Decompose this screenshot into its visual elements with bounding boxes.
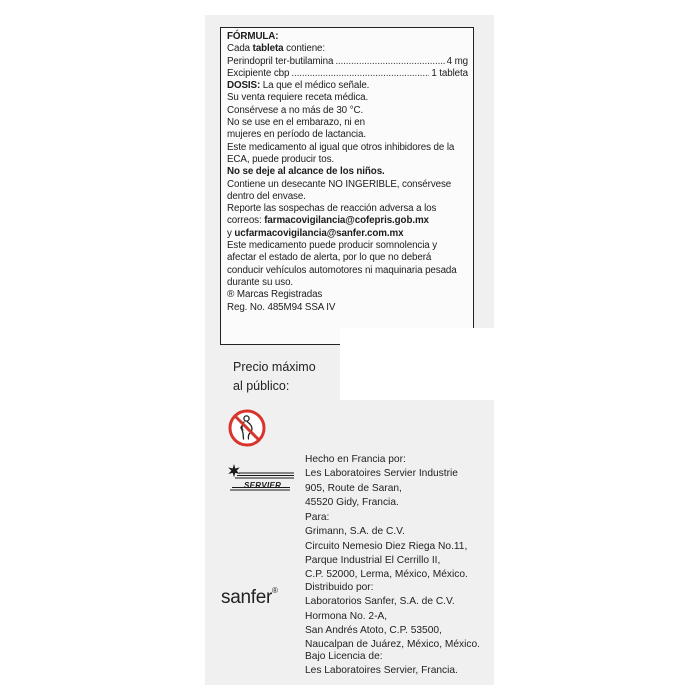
reporte-line-1: Reporte las sospechas de reacción adversa a los bbox=[227, 203, 437, 215]
distribuido-line-4: San Andrés Atoto, C.P. 53500, bbox=[305, 624, 442, 636]
marcas-text: Marcas Registradas bbox=[234, 289, 323, 301]
made-in-line-4: 45520 Gidy, Francia. bbox=[305, 496, 399, 508]
reporte-prefix: y bbox=[227, 227, 235, 239]
price-line-1: Precio máximo bbox=[233, 360, 316, 374]
embarazo-line-1: No se use en el embarazo, ni en bbox=[227, 117, 365, 129]
marcas-line bbox=[227, 289, 468, 301]
somnolencia-line-1: Este medicamento puede producir somnolencia y bbox=[227, 240, 438, 252]
sanfer-wordmark: sanfer bbox=[221, 587, 273, 608]
para-line-1: Para: bbox=[305, 512, 330, 523]
distribuido-line-2: Laboratorios Sanfer, S.A. de C.V. bbox=[305, 596, 455, 608]
eca-line-2: ECA, puede producir tos. bbox=[227, 153, 335, 165]
eca-line-1: Este medicamento al igual que otros inhibidores de la bbox=[227, 141, 455, 153]
dosis-line bbox=[227, 80, 468, 92]
made-in-line-1: Hecho en Francia por: bbox=[305, 454, 406, 465]
distribuido-line-1: Distribuido por: bbox=[305, 582, 374, 593]
somnolencia-line-3: conducir vehículos automotores ni maquinaria pesada bbox=[227, 264, 457, 276]
ingredient-name: Excipiente cbp bbox=[227, 67, 290, 79]
dosis-label: DOSIS: bbox=[227, 80, 261, 92]
dot-leader bbox=[291, 68, 429, 80]
ingredient-row-1 bbox=[227, 56, 468, 68]
registered-symbol: ® bbox=[227, 289, 235, 301]
cada-prefix: Cada bbox=[227, 43, 253, 55]
distribuido-block bbox=[305, 581, 495, 652]
made-in-line-2: Les Laboratoires Servier Industrie bbox=[305, 468, 458, 480]
licencia-block bbox=[305, 650, 495, 679]
price-line-2: al público: bbox=[233, 378, 290, 393]
ingredient-amount: 4 mg bbox=[446, 55, 468, 67]
para-line-2: Grimann, S.A. de C.V. bbox=[305, 526, 405, 538]
dosis-text: La que el médico señale. bbox=[260, 80, 370, 92]
para-block bbox=[305, 511, 495, 582]
distribuido-line-3: Hormona No. 2-A, bbox=[305, 610, 388, 622]
reporte-prefix: correos: bbox=[227, 215, 265, 227]
embarazo-line-2: mujeres en período de lactancia. bbox=[227, 129, 366, 141]
cofepris-email: farmacovigilancia@cofepris.gob.mx bbox=[264, 215, 429, 227]
formula-title: FÓRMULA: bbox=[227, 31, 279, 42]
ingredient-name: Perindopril ter-butilamina bbox=[227, 55, 334, 67]
ingredient-amount: 1 tableta bbox=[431, 67, 468, 79]
registro-line: Reg. No. 485M94 SSA IV bbox=[227, 301, 336, 313]
conservese-line: Consérvese a no más de 30 °C. bbox=[227, 104, 364, 116]
para-line-3: Circuito Nemesio Diez Riega No.11, bbox=[305, 540, 468, 552]
dot-leader bbox=[335, 56, 444, 68]
distribuido-line-5: Naucalpan de Juárez, México, México. bbox=[305, 639, 480, 651]
ingredient-row-2 bbox=[227, 68, 468, 80]
price-sticker bbox=[340, 328, 494, 400]
somnolencia-line-2: afectar el estado de alerta, por lo que no deberá bbox=[227, 252, 432, 264]
cada-suffix: contiene: bbox=[283, 43, 326, 55]
para-line-5: C.P. 52000, Lerma, México, México. bbox=[305, 569, 468, 581]
ninos-warning: No se deje al alcance de los niños. bbox=[227, 166, 385, 178]
made-in-block bbox=[305, 453, 495, 510]
desecante-line-1: Contiene un desecante NO INGERIBLE, consérvese bbox=[227, 178, 452, 190]
price-label bbox=[233, 358, 363, 395]
desecante-line-2: dentro del envase. bbox=[227, 190, 306, 202]
servier-brand: SERVIER bbox=[244, 481, 282, 490]
no-pregnancy-icon bbox=[227, 408, 267, 448]
para-line-4: Parque Industrial El Cerrillo II, bbox=[305, 554, 441, 566]
somnolencia-line-4: durante su uso. bbox=[227, 276, 294, 288]
cada-bold: tableta bbox=[252, 43, 284, 55]
licencia-line-1: Bajo Licencia de: bbox=[305, 651, 383, 662]
sanfer-email: ucfarmacovigilancia@sanfer.com.mx bbox=[234, 227, 404, 239]
reporte-line-2 bbox=[227, 215, 468, 227]
made-in-line-3: 905, Route de Saran, bbox=[305, 482, 402, 494]
cada-line bbox=[227, 43, 468, 55]
reporte-line-3 bbox=[227, 228, 468, 240]
licencia-line-2: Les Laboratoires Servier, Francia. bbox=[305, 665, 458, 677]
sanfer-logo bbox=[221, 587, 278, 609]
formula-box bbox=[220, 27, 474, 345]
receta-line: Su venta requiere receta médica. bbox=[227, 92, 369, 104]
sanfer-registered: ® bbox=[272, 585, 278, 595]
